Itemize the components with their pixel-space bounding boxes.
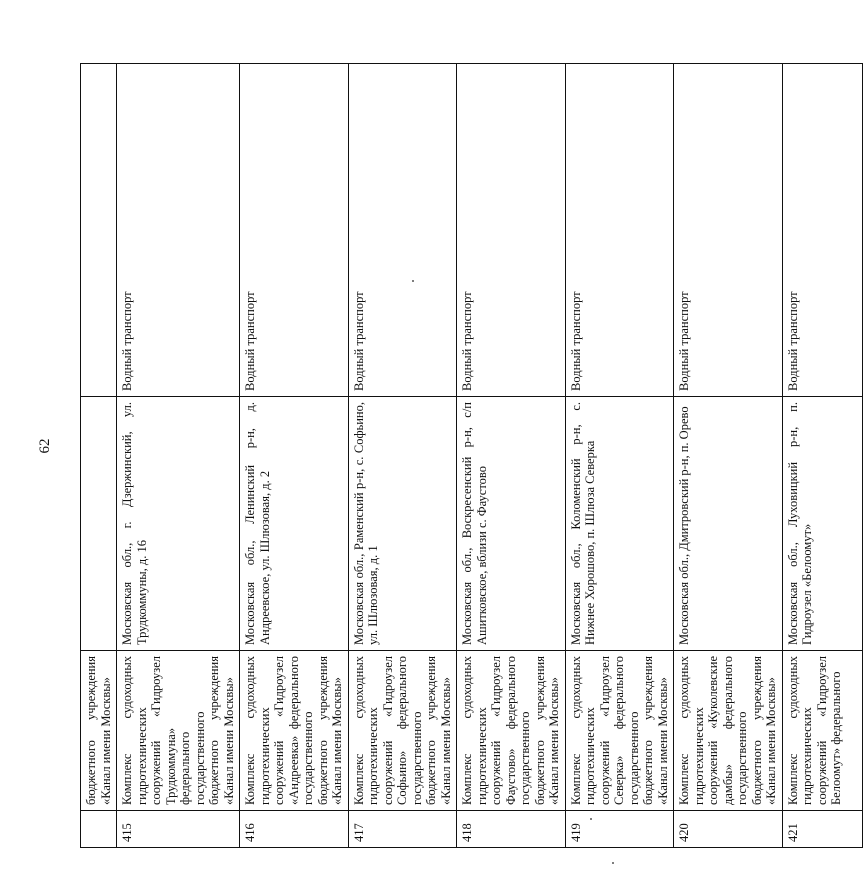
scan-speck — [612, 862, 614, 864]
address-cell: Московская обл., Дмитровский р-н, п. Орево — [674, 397, 783, 651]
activity-type-cell: Водный транспорт — [782, 64, 862, 397]
table-row — [240, 64, 349, 848]
object-name-cell: Комплекс судоходных гидротехнических сооружений «Гидроузел Фаустово» федерального государственного бюджетного учреждения «Канал имени Москвы» — [457, 651, 566, 811]
table-row — [348, 64, 457, 848]
table-row — [565, 64, 674, 848]
object-name-cell: Комплекс судоходных гидротехнических сооружений «Гидроузел Белоомут» федерального — [782, 651, 862, 811]
activity-type-cell: Водный транспорт — [457, 64, 566, 397]
scan-speck — [412, 280, 414, 282]
table-row — [457, 64, 566, 848]
row-number-cell: 416 — [240, 811, 349, 848]
row-number-cell: 417 — [348, 811, 457, 848]
row-number-cell: 419 — [565, 811, 674, 848]
table-row — [117, 64, 240, 848]
page-number: 62 — [37, 438, 53, 454]
activity-type-cell — [81, 64, 117, 397]
address-cell: Московская обл., Воскресенский р-н, с/п Ашитковское, вблизи с. Фаустово — [457, 397, 566, 651]
address-cell: Московская обл., Раменский р-н, с. Софьино, ул. Шлюзовая, д. 1 — [348, 397, 457, 651]
address-cell: Московская обл., Коломенский р-н, с. Нижнее Хорошово, п. Шлюза Северка — [565, 397, 674, 651]
activity-type-cell: Водный транспорт — [240, 64, 349, 397]
table-row — [782, 64, 862, 848]
activity-type-cell: Водный транспорт — [565, 64, 674, 397]
scan-speck — [590, 818, 592, 820]
object-name-cell: Комплекс судоходных гидротехнических сооружений «Гидроузел Софьино» федерального государственного бюджетного учреждения «Канал имени Москвы» — [348, 651, 457, 811]
object-name-cell: Комплекс судоходных гидротехнических сооружений «Гидроузел Северка» федерального государственного бюджетного учреждения «Канал имени Москвы» — [565, 651, 674, 811]
row-number-cell: 418 — [457, 811, 566, 848]
registry-table — [80, 63, 863, 848]
row-number-cell — [81, 811, 117, 848]
address-cell: Московская обл., Ленинский р-н, д. Андреевское, ул. Шлюзовая, д. 2 — [240, 397, 349, 651]
activity-type-cell: Водный транспорт — [674, 64, 783, 397]
table-row — [674, 64, 783, 848]
object-name-cell: Комплекс судоходных гидротехнических сооружений «Гидроузел «Андреевка» федерального государственного бюджетного учреждения «Канал имени Москвы» — [240, 651, 349, 811]
address-cell: Московская обл., г. Дзержинский, ул. Трудкоммуны, д. 16 — [117, 397, 240, 651]
table-row-continuation — [81, 64, 117, 848]
row-number-cell: 420 — [674, 811, 783, 848]
object-name-cell: Комплекс судоходных гидротехнических сооружений «Куколевские дамбы» федерального государственного бюджетного учреждения «Канал имени Москвы» — [674, 651, 783, 811]
address-cell — [81, 397, 117, 651]
object-name-cell: Комплекс судоходных гидротехнических сооружений «Гидроузел Трудкоммуна» федерального государственного бюджетного учреждения «Канал имени Москвы» — [117, 651, 240, 811]
activity-type-cell: Водный транспорт — [117, 64, 240, 397]
object-name-cell: бюджетного учреждения «Канал имени Москвы» — [81, 651, 117, 811]
address-cell: Московская обл., Луховицкий р-н, п. Гидроузел «Белоомут» — [782, 397, 862, 651]
row-number-cell: 421 — [782, 811, 862, 848]
registry-table-rotated — [80, 64, 843, 848]
row-number-cell: 415 — [117, 811, 240, 848]
activity-type-cell: Водный транспорт — [348, 64, 457, 397]
